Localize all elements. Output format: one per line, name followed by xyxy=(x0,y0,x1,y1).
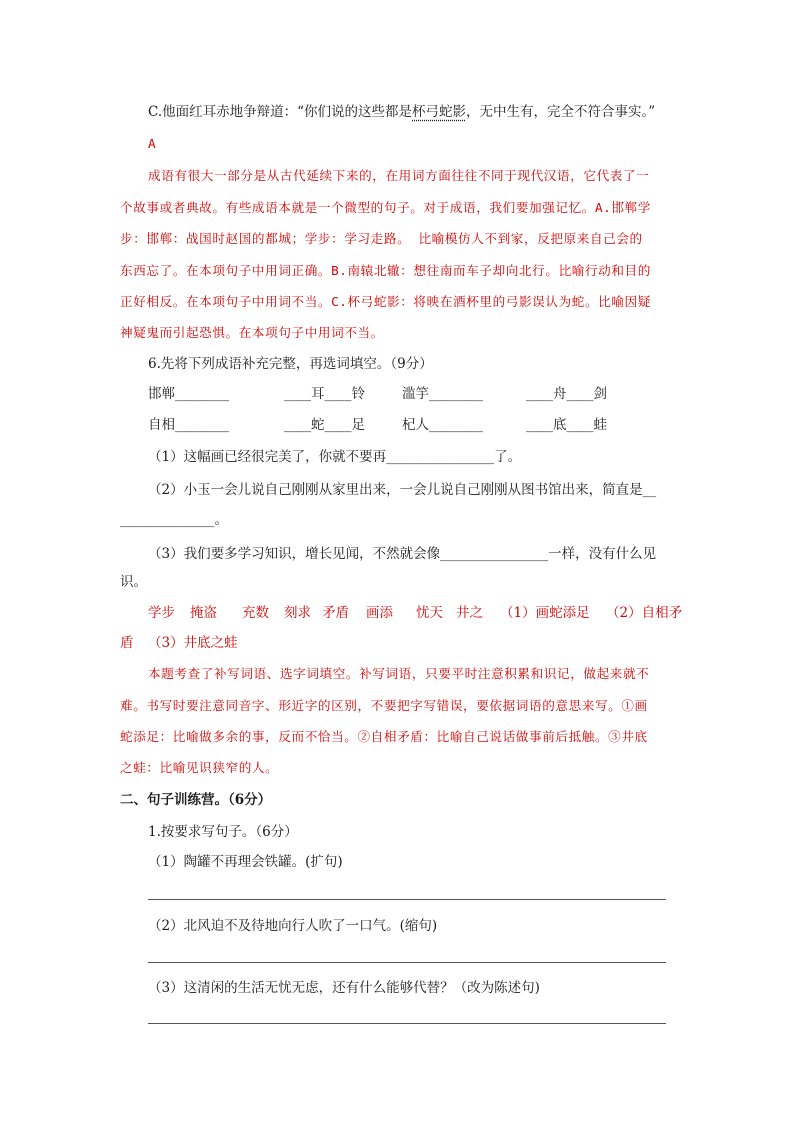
answer-line xyxy=(148,1023,666,1024)
q6-sentence-2-cont: ______________。 xyxy=(120,512,228,528)
idiom-blank: ____耳____铃 xyxy=(284,386,365,402)
section2-q1-title: 1.按要求写句子。（6分） xyxy=(148,824,298,840)
answer-word: （3）井底之蛙 xyxy=(148,635,238,651)
q6-sentence-3-cont: 识。 xyxy=(120,574,147,590)
answer-word: （2）自相矛 xyxy=(606,605,683,621)
q6-explanation-line: 本题考查了补写词语、选字词填空。补写词语，只要平时注意积累和识记，做起来就不 xyxy=(148,666,650,681)
answer-line xyxy=(148,962,666,963)
rewrite-item: （3）这清闲的生活无忧无虑，还有什么能够代替？（改为陈述句) xyxy=(148,980,540,996)
answer-word: 充数 xyxy=(242,605,269,621)
idiom-blank: 自相________ xyxy=(148,417,229,433)
answer-word: 井之 xyxy=(456,605,483,621)
option-c-idiom: 杯弓蛇影 xyxy=(412,104,467,120)
answer-word: 掩盗 xyxy=(190,605,217,621)
answer-line xyxy=(148,899,666,900)
q5-explanation-line: 成语有很大一部分是从古代延续下来的，在用词方面往往不同于现代汉语，它代表了一 xyxy=(148,168,650,183)
q5-explanation-line: 个故事或者典故。有些成语本就是一个微型的句子。对于成语，我们要加强记忆。A.邯郸学 xyxy=(120,200,651,215)
answer-word: 矛盾 xyxy=(322,605,349,621)
answer-word: 刻求 xyxy=(284,605,311,621)
answer-word: 盾 xyxy=(120,635,134,651)
q6-explanation-line: 难。书写时要注意同音字、形近字的区别，不要把字写错误，要依据词语的意思来写。①画 xyxy=(120,698,648,713)
idiom-blank: ____舟____剑 xyxy=(526,386,607,402)
idiom-blank: 滥竽________ xyxy=(402,386,483,402)
answer-word: （1）画蛇添足 xyxy=(500,605,590,621)
q6-explanation-line: 之蛙：比喻见识狭窄的人。 xyxy=(120,760,279,775)
q5-answer: A xyxy=(148,136,157,151)
q5-explanation-line: 步：邯郸：战国时赵国的都城；学步：学习走路。 比喻模仿人不到家，反把原来自己会的 xyxy=(120,231,643,246)
rewrite-item: （2）北风迫不及待地向行人吹了一口气。(缩句) xyxy=(148,918,438,934)
answer-word: 忧天 xyxy=(416,605,443,621)
q6-explanation-line: 蛇添足：比喻做多余的事，反而不恰当。②自相矛盾：比喻自己说话做事前后抵触。③井底 xyxy=(120,729,648,744)
rewrite-item: （1）陶罐不再理会铁罐。(扩句) xyxy=(148,854,343,870)
idiom-blank: ____底____蛙 xyxy=(526,417,607,433)
option-c xyxy=(148,102,655,122)
q6-title: 6.先将下列成语补充完整，再选词填空。（9分） xyxy=(148,356,433,372)
q5-explanation-line: 东西忘了。在本项句子中用词正确。B.南辕北辙：想往南而车子却向北行。比喻行动和目的 xyxy=(120,263,651,278)
answer-word: 画添 xyxy=(366,605,393,621)
idiom-blank: ____蛇____足 xyxy=(284,417,365,433)
q6-sentence-2: （2）小玉一会儿说自己刚刚从家里出来，一会儿说自己刚刚从图书馆出来，简直是__ xyxy=(148,482,657,498)
q5-explanation-line: 神疑鬼而引起恐惧。在本项句子中用词不当。 xyxy=(120,325,384,340)
idiom-blank: 杞人________ xyxy=(402,417,483,433)
answer-word: 学步 xyxy=(148,605,175,621)
q6-sentence-3: （3）我们要多学习知识，增长见闻，不然就会像________________一样，没有什么见 xyxy=(148,546,657,562)
section-title: 二、句子训练营。（6分） xyxy=(120,792,272,808)
q5-explanation-line: 正好相反。在本项句子中用词不当。C.杯弓蛇影：将映在酒杯里的弓影误认为蛇。比喻因疑 xyxy=(120,294,651,309)
option-c-post: ，无中生有，完全不符合事实。” xyxy=(466,104,656,120)
option-c-pre: C.他面红耳赤地争辩道：“你们说的这些都是 xyxy=(148,104,413,120)
q6-sentence-1: （1）这幅画已经很完美了，你就不要再________________了。 xyxy=(148,449,522,465)
idiom-blank: 邯郸________ xyxy=(148,386,229,402)
